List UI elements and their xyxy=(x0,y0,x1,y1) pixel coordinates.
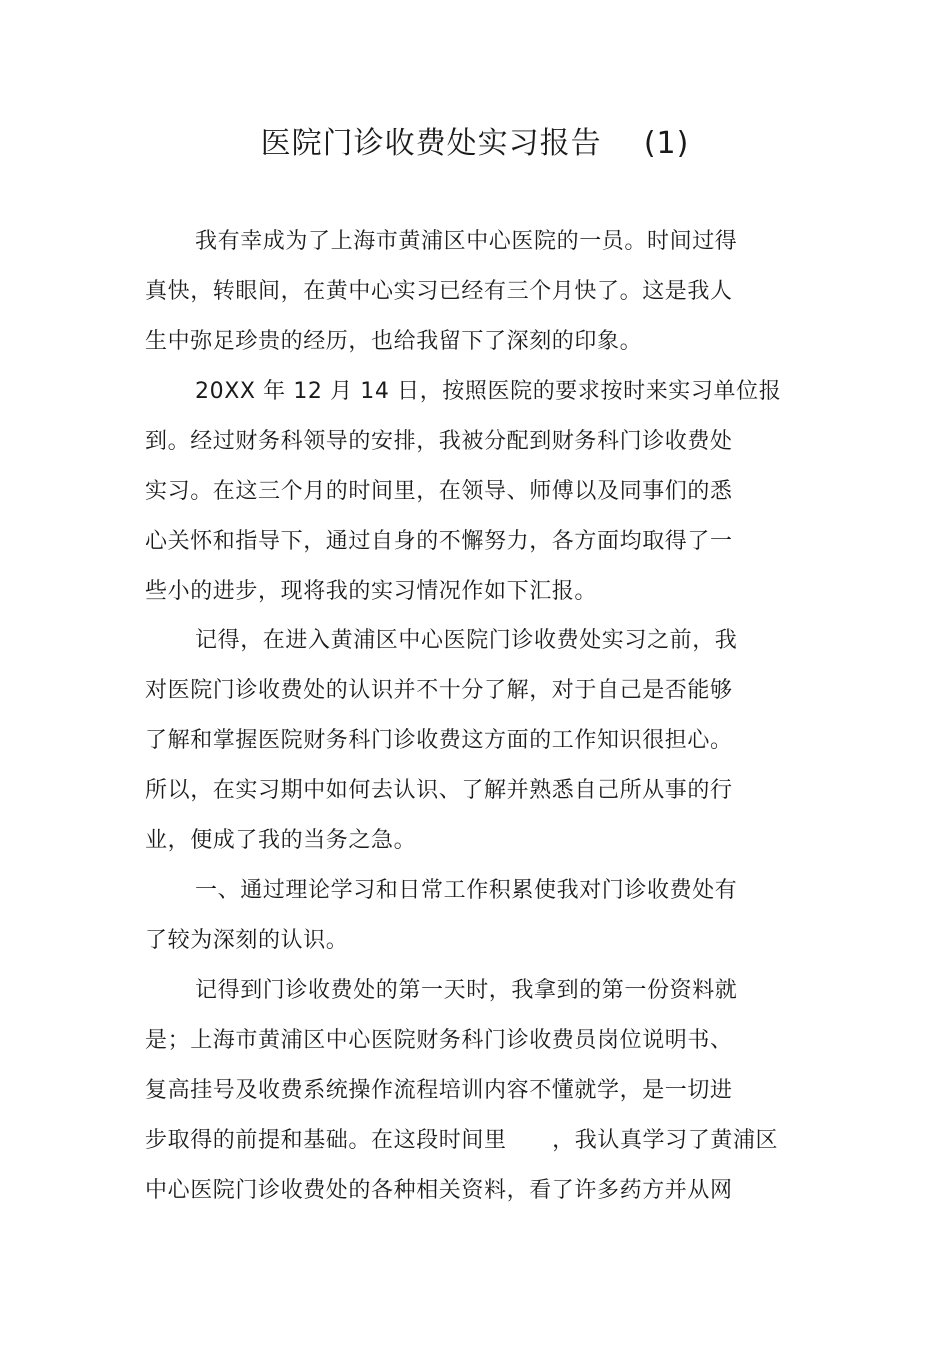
paragraph-line: 中心医院门诊收费处的各种相关资料，看了许多药方并从网 xyxy=(145,1178,733,1203)
paragraph-line: 生中弥足珍贵的经历，也给我留下了深刻的印象。 xyxy=(145,329,643,354)
paragraph-line: 步取得的前提和基础。在这段时间里 ，我认真学习了黄浦区 xyxy=(145,1128,779,1153)
paragraph-line: 所以，在实习期中如何去认识、了解并熟悉自己所从事的行 xyxy=(145,778,733,803)
paragraph-line: 记得，在进入黄浦区中心医院门诊收费处实习之前，我 xyxy=(195,628,738,653)
paragraph-line: 些小的进步，现将我的实习情况作如下汇报。 xyxy=(145,579,598,604)
paragraph-line: 我有幸成为了上海市黄浦区中心医院的一员。时间过得 xyxy=(195,229,738,254)
document-title: 医院门诊收费处实习报告 (1) xyxy=(260,126,690,161)
paragraph-line: 复高挂号及收费系统操作流程培训内容不懂就学，是一切进 xyxy=(145,1078,733,1103)
paragraph-line: 一、通过理论学习和日常工作积累使我对门诊收费处有 xyxy=(195,878,738,903)
paragraph-line: 业，便成了我的当务之急。 xyxy=(145,828,417,853)
paragraph-line: 20XX 年 12 月 14 日，按照医院的要求按时来实习单位报 xyxy=(195,379,782,404)
paragraph-line: 记得到门诊收费处的第一天时，我拿到的第一份资料就 xyxy=(195,978,738,1003)
paragraph-line: 心关怀和指导下，通过自身的不懈努力，各方面均取得了一 xyxy=(145,529,733,554)
paragraph-line: 了解和掌握医院财务科门诊收费这方面的工作知识很担心。 xyxy=(145,728,733,753)
paragraph-line: 真快，转眼间，在黄中心实习已经有三个月快了。这是我人 xyxy=(145,279,733,304)
paragraph-line: 是；上海市黄浦区中心医院财务科门诊收费员岗位说明书、 xyxy=(145,1028,733,1053)
paragraph-line: 了较为深刻的认识。 xyxy=(145,928,349,953)
paragraph-line: 对医院门诊收费处的认识并不十分了解，对于自己是否能够 xyxy=(145,678,733,703)
paragraph-line: 实习。在这三个月的时间里，在领导、师傅以及同事们的悉 xyxy=(145,479,733,504)
paragraph-line: 到。经过财务科领导的安排，我被分配到财务科门诊收费处 xyxy=(145,429,733,454)
